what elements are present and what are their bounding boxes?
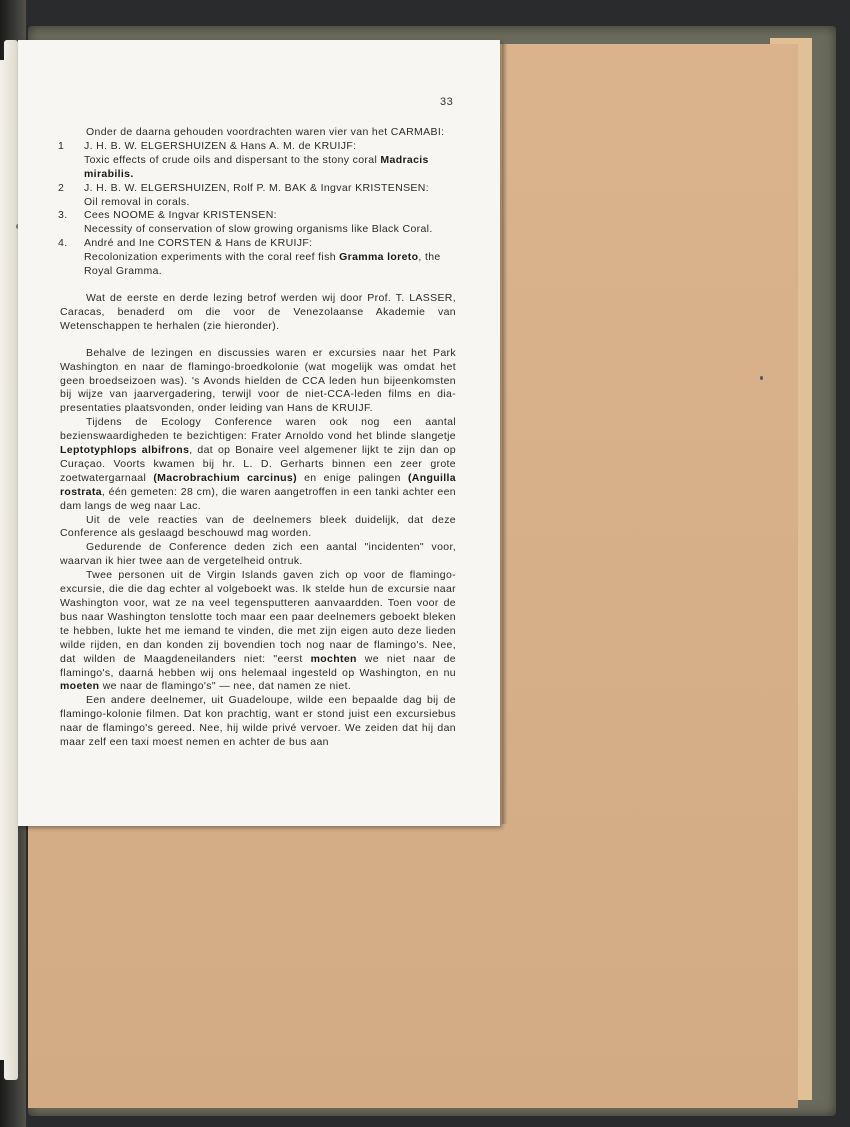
species-name: Gramma loreto — [339, 251, 419, 264]
talk-item — [60, 182, 456, 210]
page-shadow — [502, 44, 508, 824]
talk-authors: J. H. B. W. ELGERSHUIZEN & Hans A. M. de KRUIJF: — [84, 139, 357, 152]
talk-authors: André and Ine CORSTEN & Hans de KRUIJF: — [84, 237, 313, 250]
talk-authors: J. H. B. W. ELGERSHUIZEN, Rolf P. M. BAK & Ingvar KRISTENSEN: — [84, 181, 429, 194]
paper-speck — [760, 376, 763, 380]
intro-line: Onder de daarna gehouden voordrachten waren vier van het CARMABI: — [86, 126, 445, 138]
talk-title: Oil removal in corals. — [84, 195, 190, 208]
talk-title: Recolonization experiments with the coral reef fish Gramma loreto, the Royal Gramma. — [84, 251, 441, 278]
talk-item — [60, 237, 456, 279]
talk-number: 1 — [58, 139, 65, 152]
page-number: 33 — [440, 96, 454, 108]
species-name: (Anguilla rostrata — [60, 471, 456, 498]
talk-authors: Cees NOOME & Ingvar KRISTENSEN: — [84, 209, 277, 222]
paragraph-incidenten: Gedurende de Conference deden zich een aantal "incidenten" voor, waarvan ik hier twee aan de vergetelheid ontruk. — [60, 541, 456, 568]
paragraph-lasser: Wat de eerste en derde lezing betrof werden wij door Prof. T. LASSER, Caracas, benaderd om die voor de Venezolaanse Akademie van Wetenschappen te herhalen (zie hieronder). — [60, 291, 456, 332]
talk-title: Necessity of conservation of slow growing organisms like Black Coral. — [84, 223, 433, 236]
underlying-page-edge — [0, 60, 14, 1060]
species-name: (Macrobrachium carcinus) — [153, 471, 297, 484]
species-name: Madracis mirabilis. — [84, 153, 429, 180]
paragraph-virgin-islands: Twee personen uit de Virgin Islands gaven zich op voor de flamingo-excursie, die die dag echter al volgeboekt was. Ik stelde hun de excursie naar Washington voor, wat ze na veel tegensputteren aanvaardden. Toen voor de bus naar Washington tenslotte toch maar een paar deelnemers geboekt bleken te hebben, lukte het me iemand te vinden, die met zijn eigen auto deze lieden wilde rijden, en dan konden zij bovendien toch nog naar de flamingo's. Nee, dat wilden de Maagdeneilanders niet: "eerst mochten we niet naar de flamingo's, daarná hebben wij ons helemaal ingesteld op Washington, en nu moeten we naar de flamingo's" — nee, dat namen ze niet. — [60, 569, 456, 693]
emphasis-word: mochten — [310, 652, 357, 665]
emphasis-word: moeten — [60, 680, 100, 693]
talk-number: 2 — [58, 181, 65, 194]
talk-item — [60, 140, 456, 182]
paragraph-guadeloupe: Een andere deelnemer, uit Guadeloupe, wilde een bepaalde dag bij de flamingo-kolonie filmen. Dat kon prachtig, want er stond juist een excursiebus naar de flamingo's gereed. Nee, hij wilde privé vervoer. We zeiden dat hij dan maar zelf een taxi moest nemen en achter de bus aan — [60, 694, 456, 749]
paragraph-ecology: Tijdens de Ecology Conference waren ook nog een aantal bezienswaardigheden te bezichtigen: Frater Arnoldo vond het blinde slangetje Leptotyphlops albifrons, dat op Bonaire veel algemener lijkt te zijn dan op Curaçao. Voorts kwamen bij hr. L. D. Gerharts binnen een zeer grote zoetwatergarnaal (Macrobrachium carcinus) en enige palingen (Anguilla rostrata, één gemeten: 28 cm), die waren aangetroffen in een tanki achter een dam langs de weg naar Lac. — [60, 416, 456, 512]
page-body — [60, 126, 456, 750]
talk-item — [60, 209, 456, 237]
talks-list — [60, 140, 456, 279]
talk-title: Toxic effects of crude oils and dispersant to the stony coral Madracis mirabilis. — [84, 153, 429, 180]
talk-number: 4. — [58, 237, 68, 250]
paragraph-reacties: Uit de vele reacties van de deelnemers bleek duidelijk, dat deze Conference als geslaagd beschouwd mag worden. — [60, 513, 456, 540]
talk-number: 3. — [58, 209, 68, 222]
species-name: Leptotyphlops albifrons — [60, 444, 190, 457]
paragraph-excursies: Behalve de lezingen en discussies waren er excursies naar het Park Washington en naar de flamingo-broedkolonie (wat mogelijk was omdat het geen broedseizoen was). 's Avonds hielden de CCA leden hun bijeenkomsten bij wijze van jaarvergadering, terwijl voor de niet-CCA-leden films en dia-presentaties plaatsvonden, onder leiding van Hans de KRUIJF. — [60, 346, 456, 415]
